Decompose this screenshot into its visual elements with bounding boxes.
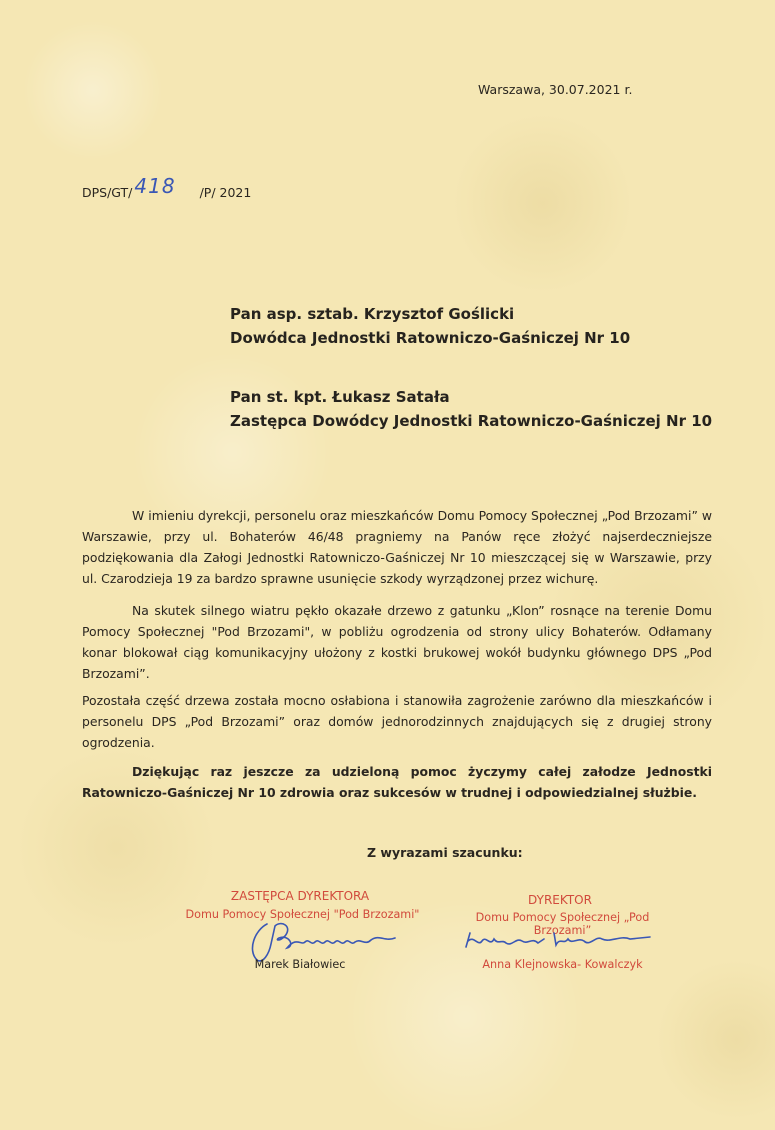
left-signature-name: Marek Białowiec	[254, 958, 346, 971]
right-signature-org: Domu Pomocy Społecznej „Pod Brzozami”	[475, 911, 650, 937]
closing-salutation: Z wyrazami szacunku:	[367, 845, 523, 860]
addressee-2-name: Pan st. kpt. Łukasz Satała	[230, 388, 450, 406]
left-handwritten-signature	[245, 916, 405, 964]
left-signature-title: ZASTĘPCA DYREKTORA	[230, 889, 370, 903]
body-paragraph-1: W imieniu dyrekcji, personelu oraz mieszkańców Domu Pomocy Społecznej „Pod Brzozami” w Warszawie, przy ul. Bohaterów 46/48 pragniemy na Panów ręce złożyć najserdeczniejsze podziękowania dla Załogi Jednostki Ratowniczo-Gaśniczej Nr 10 mieszczącej się w Warszawie, przy ul. Czarodzieja 19 za bardzo sprawne usunięcie szkody wyrządzonej przez wichurę.	[82, 508, 712, 586]
right-signature-title: DYREKTOR	[528, 893, 592, 907]
addressee-2-title: Zastępca Dowódcy Jednostki Ratowniczo-Gaśniczej Nr 10	[230, 412, 713, 430]
right-signature-name: Anna Klejnowska- Kowalczyk	[482, 958, 643, 971]
reference-number	[82, 174, 252, 202]
left-signature-org: Domu Pomocy Społecznej "Pod Brzozami"	[185, 908, 420, 921]
ref-suffix: /P/ 2021	[199, 185, 252, 200]
ref-handwritten-number: 418	[134, 174, 176, 198]
letter-date: Warszawa, 30.07.2021 r.	[478, 82, 633, 97]
body-paragraph-4: Dziękując raz jeszcze za udzieloną pomoc życzymy całej załodze Jednostki Ratowniczo-Gaśniczej Nr 10 zdrowia oraz sukcesów w trudnej i odpowiedzialnej służbie.	[82, 764, 712, 800]
body-paragraph-3: Pozostała część drzewa została mocno osłabiona i stanowiła zagrożenie zarówno dla mieszkańców i personelu DPS „Pod Brzozami” oraz domów jednorodzinnych znajdujących się z drugiej strony ogrodzenia.	[82, 693, 712, 750]
addressee-1-name: Pan asp. sztab. Krzysztof Goślicki	[230, 305, 515, 323]
body-paragraph-2: Na skutek silnego wiatru pękło okazałe drzewo z gatunku „Klon” rosnące na terenie Domu Pomocy Społecznej "Pod Brzozami", w pobliżu ogrodzenia od strony ulicy Bohaterów. Odłamany konar blokował ciąg komunikacyjny ułożony z kostki brukowej wokół budynku głównego DPS „Pod Brzozami”.	[82, 603, 712, 681]
addressee-1-title: Dowódca Jednostki Ratowniczo-Gaśniczej Nr 10	[230, 329, 631, 347]
right-handwritten-signature	[460, 925, 660, 957]
ref-prefix: DPS/GT/	[82, 185, 133, 200]
